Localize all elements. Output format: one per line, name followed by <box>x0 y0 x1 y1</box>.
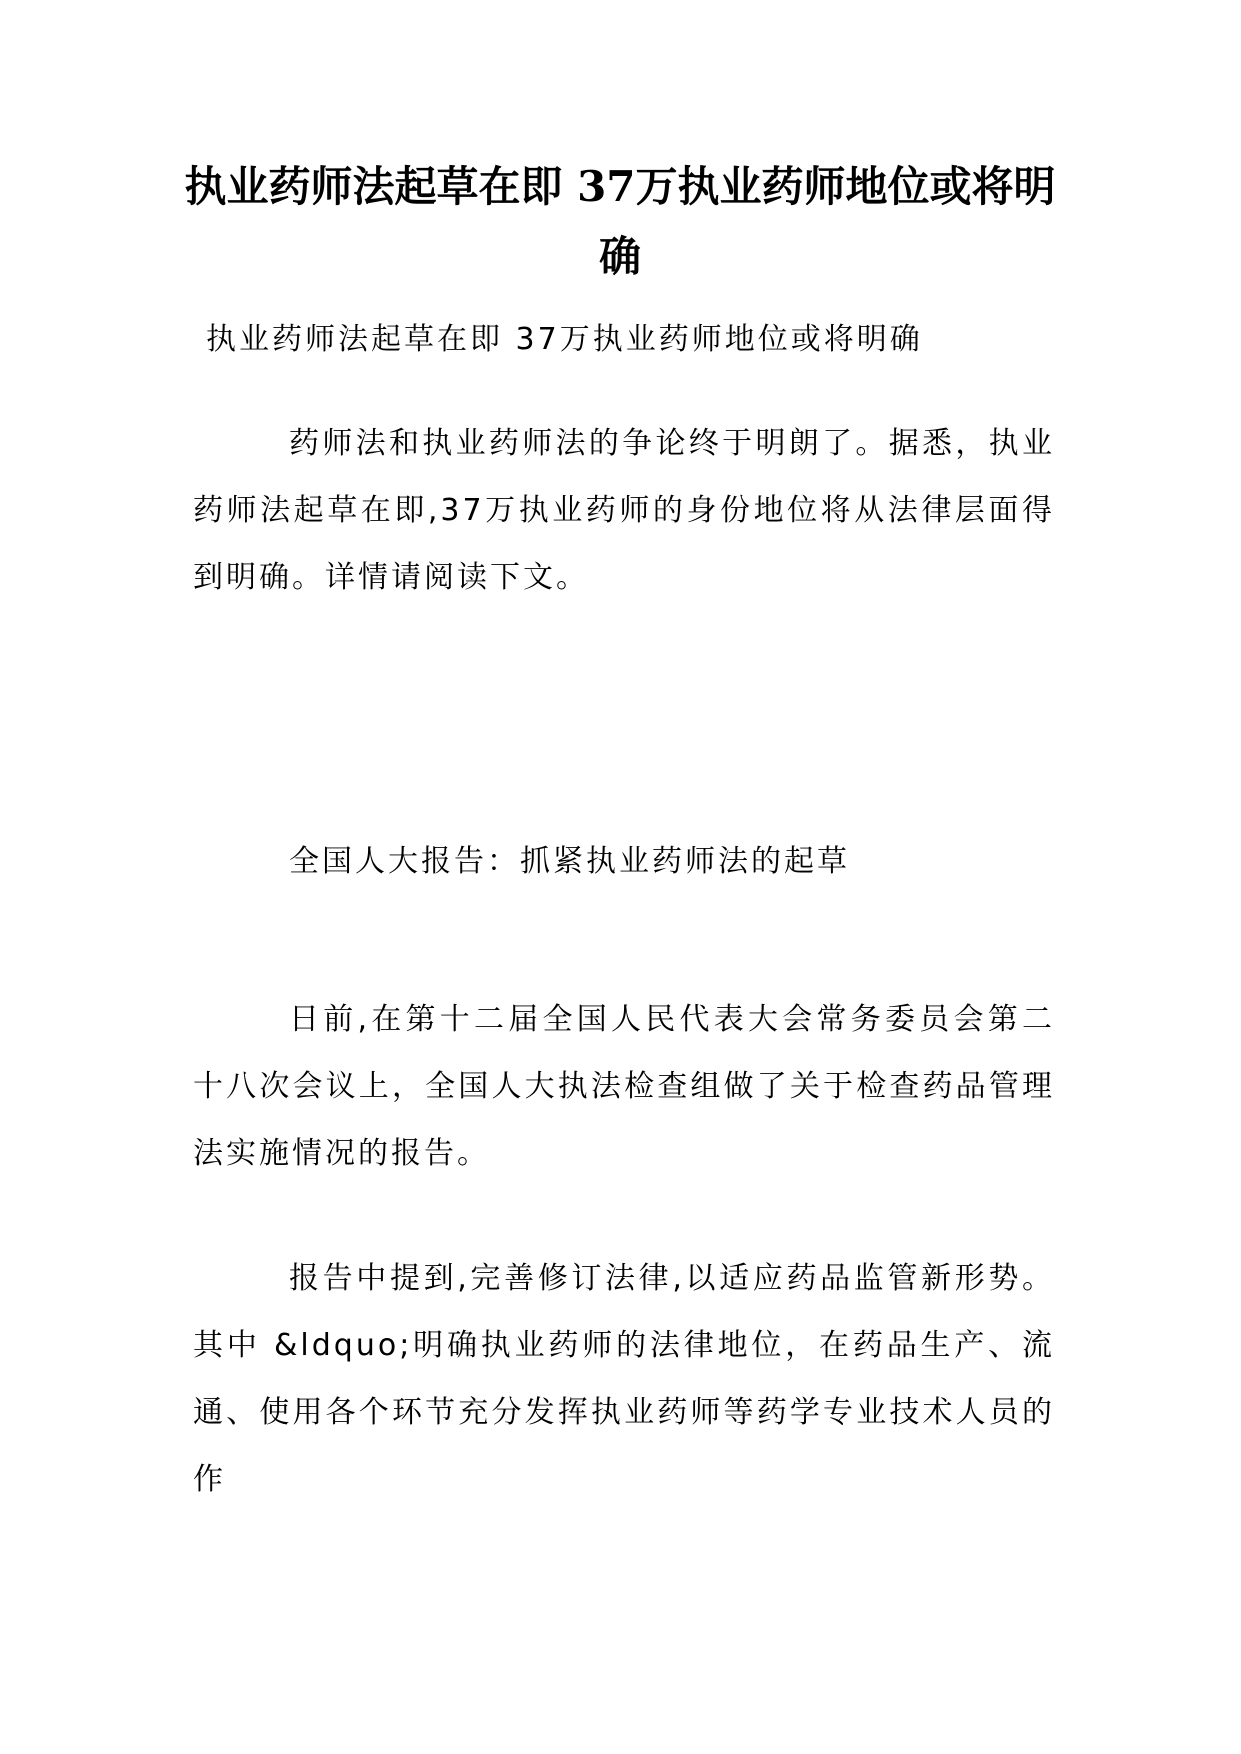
paragraph-subtitle: 执业药师法起草在即 37万执业药师地位或将明确 <box>206 322 923 357</box>
paragraph-report-meeting: 日前,在第十二届全国人民代表大会常务委员会第二十八次会议上，全国人大执法检查组做了关于检查药品管理法实施情况的报告。 <box>193 1002 1055 1171</box>
paragraph-report-content: 报告中提到,完善修订法律,以适应药品监管新形势。其中 &ldquo;明确执业药师的法律地位，在药品生产、流通、使用各个环节充分发挥执业药师等药学专业技术人员的作 <box>193 1261 1055 1497</box>
paragraph-intro: 药师法和执业药师法的争论终于明朗了。据悉，执业药师法起草在即,37万执业药师的身份地位将从法律层面得到明确。详情请阅读下文。 <box>193 426 1055 595</box>
document-title: 执业药师法起草在即 37万执业药师地位或将明确 <box>184 162 1056 281</box>
paragraph-section-heading: 全国人大报告：抓紧执业药师法的起草 <box>289 844 850 879</box>
